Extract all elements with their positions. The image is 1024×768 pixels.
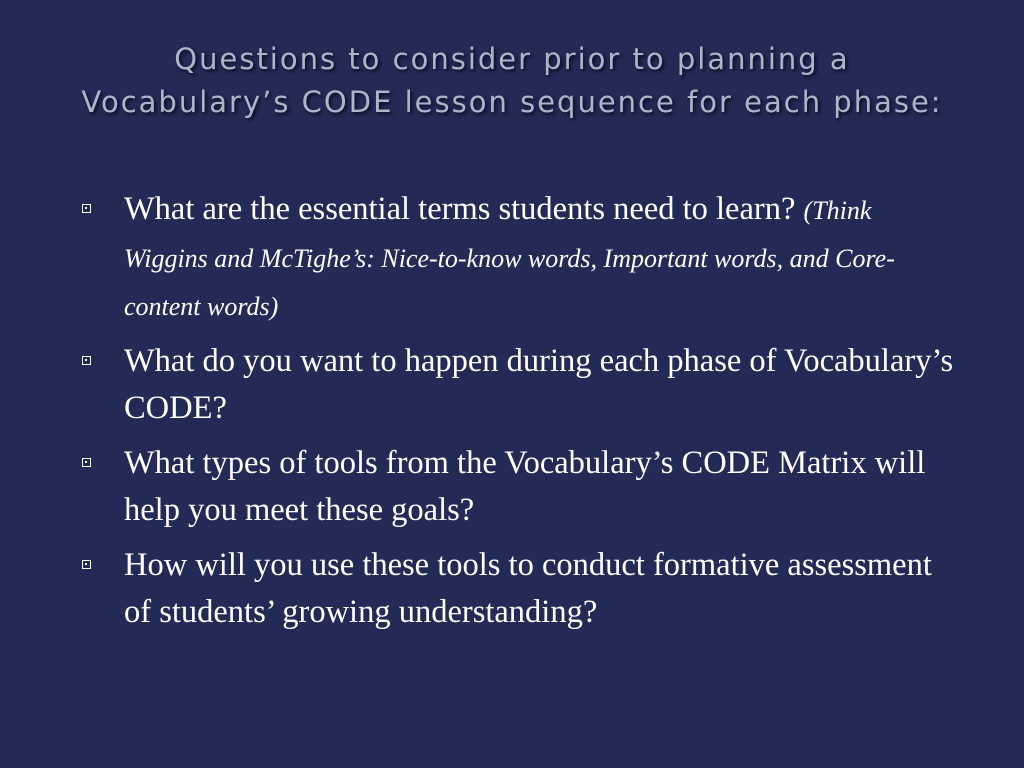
square-bullet-icon bbox=[82, 356, 91, 365]
square-bullet-icon bbox=[82, 204, 91, 213]
square-bullet-icon bbox=[82, 560, 91, 569]
square-bullet-icon bbox=[82, 458, 91, 467]
bullet-item-4 bbox=[80, 542, 960, 636]
bullet-text-2: What do you want to happen during each phase of Vocabulary’s CODE? bbox=[124, 343, 954, 426]
bullet-list bbox=[80, 186, 960, 644]
bullet-text-1: What are the essential terms students need to learn? bbox=[124, 191, 796, 227]
bullet-note-1: (Think Wiggins and McTighe’s: Nice-to-know words, Important words, and Core-content words) bbox=[124, 196, 895, 321]
slide-title: Questions to consider prior to planning a Vocabulary’s CODE lesson sequence for each phase: bbox=[81, 42, 943, 119]
bullet-text-3: What types of tools from the Vocabulary’s CODE Matrix will help you meet these goals? bbox=[124, 445, 926, 528]
bullet-item-1 bbox=[80, 186, 960, 330]
bullet-item-2 bbox=[80, 338, 960, 432]
bullet-item-3 bbox=[80, 440, 960, 534]
bullet-text-4: How will you use these tools to conduct formative assessment of students’ growing understanding? bbox=[124, 547, 932, 630]
